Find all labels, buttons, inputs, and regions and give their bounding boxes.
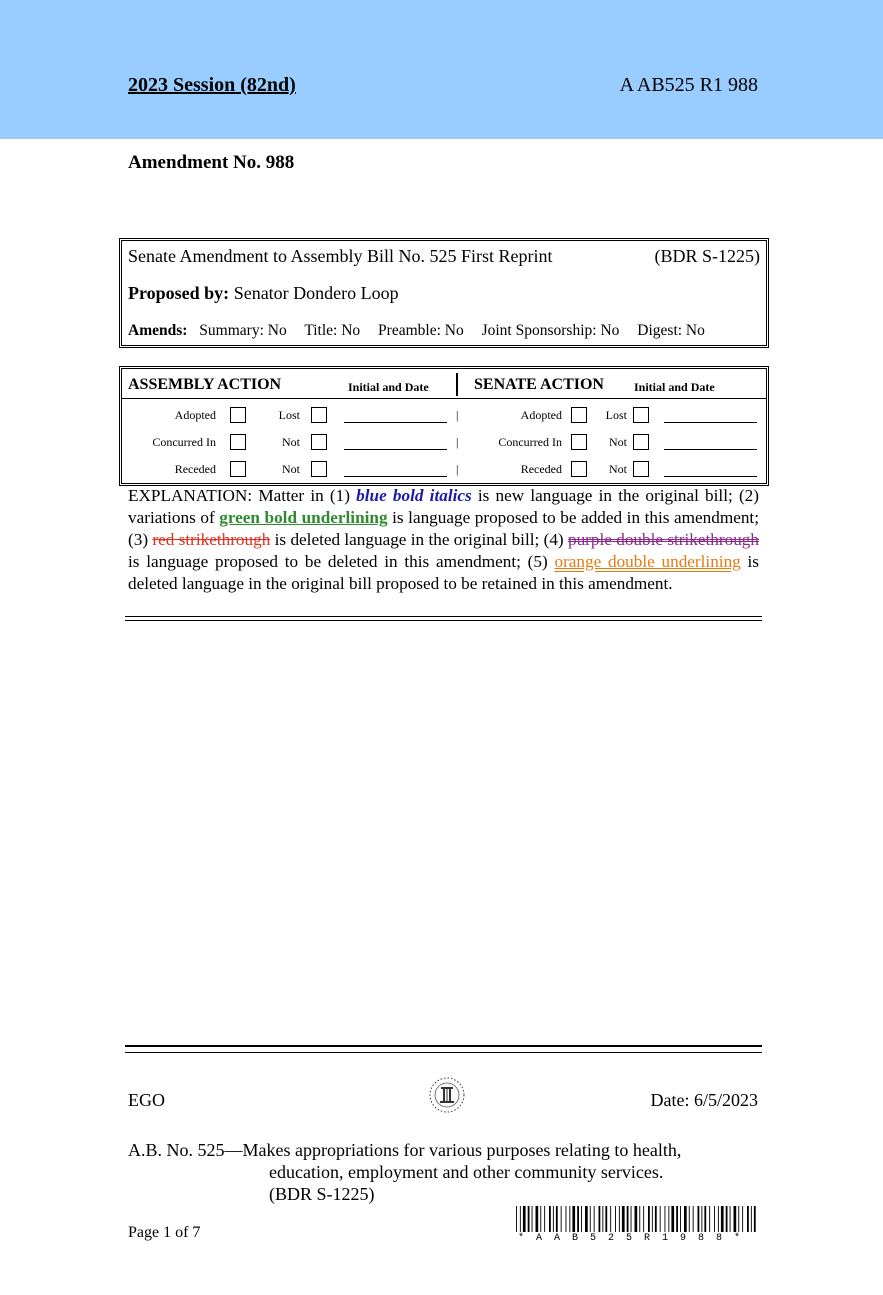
proposed-by [128,283,399,304]
summary-line-3: (BDR S-1225) [269,1184,375,1204]
session-title: 2023 Session (82nd) [128,74,296,96]
explanation-text: is deleted language in the original bill proposed to be retained in this amendment. [128,552,759,593]
senate-action-title: SENATE ACTION [474,376,604,393]
senate-not-concurred-checkbox[interactable] [633,434,649,450]
legend-purple-double-strikethrough: purple double strikethrough [567,530,759,549]
barcode-icon [516,1206,758,1232]
senate-initial-date-label: Initial and Date [634,380,715,394]
senate-lost-checkbox[interactable] [633,407,649,423]
assembly-lost-label: Lost [278,408,300,422]
explanation-text: is language proposed to be added in this amendment; (3) [128,508,759,549]
amendment-date: Date: 6/5/2023 [650,1090,758,1110]
explanation-paragraph [128,485,759,595]
senate-concurred-checkbox[interactable] [571,434,587,450]
senate-receded-checkbox[interactable] [571,461,587,477]
assembly-action-title: ASSEMBLY ACTION [128,376,282,393]
assembly-receded-label: Receded [174,462,216,476]
bill-summary [128,1139,681,1205]
assembly-not-concurred-checkbox[interactable] [311,434,327,450]
amends-label: Amends: [128,322,188,339]
row-separator: | [456,462,459,476]
action-divider [456,373,458,396]
amends-summary: Summary: No [199,322,287,339]
senate-lost-label: Lost [605,408,627,422]
explanation-text: is new language in the original bill; (2) variations of [128,486,759,527]
footer-rule [125,1045,762,1053]
amends-digest: Digest: No [637,322,705,339]
explanation-text: is deleted language in the original bill; (4) [270,530,568,549]
assembly-adopted-label: Adopted [174,408,216,422]
amendment-title: Senate Amendment to Assembly Bill No. 525 First Reprint [128,246,553,266]
senate-signature-line[interactable] [664,422,757,423]
proposed-by-value: Senator Dondero Loop [233,283,399,303]
nevada-legislature-seal-icon [428,1076,466,1114]
assembly-concurred-checkbox[interactable] [230,434,246,450]
assembly-signature-line[interactable] [344,476,447,477]
legend-red-strikethrough: red strikethrough [152,530,271,549]
assembly-not-receded-label: Not [282,462,300,476]
explanation-text: EXPLANATION: Matter in (1) [128,486,357,505]
amendment-number: Amendment No. 988 [128,152,295,173]
assembly-adopted-checkbox[interactable] [230,407,246,423]
amends-row [128,322,719,340]
assembly-concurred-label: Concurred In [152,435,216,449]
assembly-not-receded-checkbox[interactable] [311,461,327,477]
legend-blue-bold-italics: blue bold italics [356,486,472,505]
amendment-info-box [119,238,769,348]
assembly-initial-date-label: Initial and Date [348,380,429,394]
barcode-text: * A A B 5 2 5 R 1 9 8 8 * [518,1233,744,1244]
document-id: A AB525 R1 988 [619,74,758,96]
row-separator: | [456,435,459,449]
legend-orange-double-underlining: orange double underlining [554,552,741,571]
assembly-receded-checkbox[interactable] [230,461,246,477]
amends-preamble: Preamble: No [378,322,464,339]
senate-receded-label: Receded [520,462,562,476]
amends-joint-sponsorship: Joint Sponsorship: No [481,322,620,339]
legend-green-underlining: green bold underlining [219,508,388,527]
proposed-by-label: Proposed by: [128,283,230,303]
senate-not-concurred-label: Not [609,435,627,449]
senate-not-receded-label: Not [609,462,627,476]
assembly-signature-line[interactable] [344,422,447,423]
summary-line-2: education, employment and other community services. [269,1162,664,1182]
senate-adopted-checkbox[interactable] [571,407,587,423]
senate-not-receded-checkbox[interactable] [633,461,649,477]
bdr-number: (BDR S-1225) [654,246,760,266]
action-box [119,366,769,486]
action-header-rule [122,398,766,399]
summary-line-1: A.B. No. 525—Makes appropriations for various purposes relating to health, [128,1140,682,1160]
header-band [0,0,883,139]
explanation-rule [125,616,762,621]
assembly-not-concurred-label: Not [282,435,300,449]
drafter-initials: EGO [128,1090,165,1110]
senate-adopted-label: Adopted [520,408,562,422]
explanation-text: is language proposed to be deleted in this amendment; (5) [128,552,555,571]
senate-signature-line[interactable] [664,476,757,477]
assembly-lost-checkbox[interactable] [311,407,327,423]
amends-title: Title: No [304,322,361,339]
senate-concurred-label: Concurred In [498,435,562,449]
row-separator: | [456,408,459,422]
assembly-signature-line[interactable] [344,449,447,450]
page-number: Page 1 of 7 [128,1224,201,1241]
senate-signature-line[interactable] [664,449,757,450]
